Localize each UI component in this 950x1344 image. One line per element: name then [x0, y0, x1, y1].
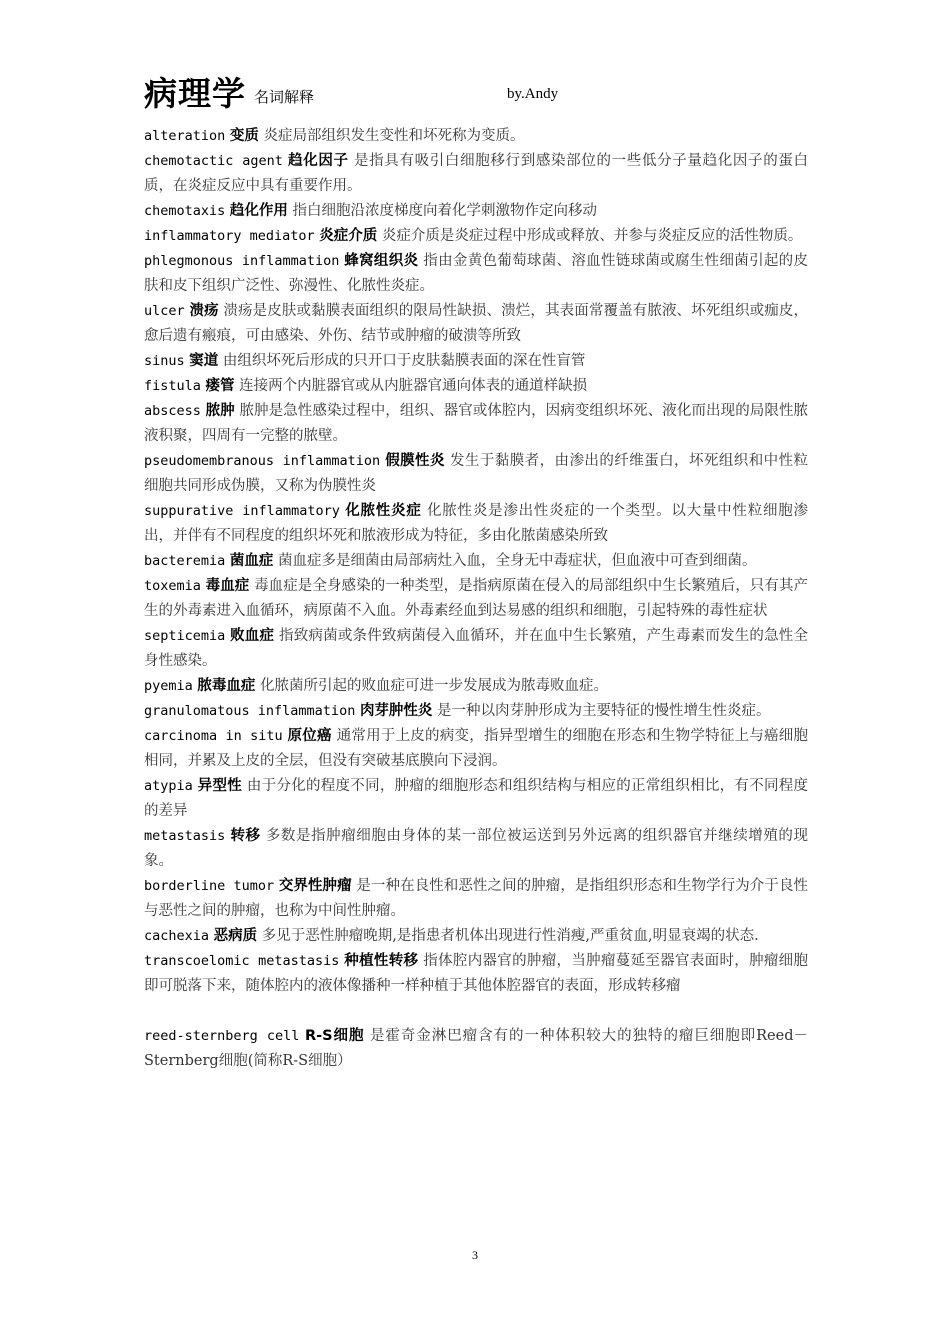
glossary-entry — [144, 299, 808, 349]
term-chinese: 转移 — [230, 828, 261, 844]
term-definition: 是一种在良性和恶性之间的肿瘤，是指组织形态和生物学行为介于良性与恶性之间的肿瘤，也称为中间性肿瘤。 — [144, 878, 809, 919]
page-header — [144, 68, 824, 112]
term-chinese: R-S细胞 — [304, 1028, 365, 1044]
term-chinese: 异型性 — [197, 778, 242, 794]
glossary-entry — [144, 499, 808, 549]
term-english: chemotaxis — [144, 203, 226, 219]
term-english: ulcer — [144, 303, 185, 319]
glossary-entry — [144, 624, 808, 674]
term-chinese: 假膜性炎 — [385, 453, 445, 469]
term-english: metastasis — [144, 828, 226, 844]
glossary-entry — [144, 724, 808, 774]
term-definition: 多数是指肿瘤细胞由身体的某一部位被运送到另外远离的组织器官并继续增殖的现象。 — [144, 828, 809, 869]
term-chinese: 瘘管 — [205, 378, 235, 394]
glossary-list — [144, 124, 808, 1074]
term-definition: 指由金黄色葡萄球菌、溶血性链球菌或腐生性细菌引起的皮肤和皮下组织广泛性、弥漫性、化脓性炎症。 — [144, 253, 808, 294]
term-chinese: 恶病质 — [213, 928, 258, 944]
term-english: cachexia — [144, 928, 210, 944]
term-chinese: 种植性转移 — [344, 953, 419, 969]
term-english: abscess — [144, 403, 201, 419]
term-definition: 炎症介质是炎症过程中形成或释放、并参与炎症反应的活性物质。 — [381, 228, 803, 244]
document-subtitle: 名词解释 — [254, 88, 315, 106]
glossary-entry — [144, 374, 808, 399]
term-english: pyemia — [144, 678, 193, 694]
term-english: bacteremia — [144, 553, 226, 569]
glossary-entry — [144, 574, 808, 624]
term-english: septicemia — [144, 628, 226, 644]
term-english: borderline tumor — [144, 878, 275, 894]
term-definition: 菌血症多是细菌由局部病灶入血，全身无中毒症状，但血液中可查到细菌。 — [278, 553, 757, 569]
term-chinese: 趋化因子 — [288, 153, 349, 169]
term-definition: 炎症局部组织发生变性和坏死称为变质。 — [263, 128, 525, 144]
term-definition: 溃疡是皮肤或黏膜表面组织的限局性缺损、溃烂，其表面常覆盖有脓液、坏死组织或痂皮，愈后遗有瘢痕，可由感染、外伤、结节或肿瘤的破溃等所致 — [144, 303, 809, 344]
document-title: 病理学 — [144, 74, 246, 113]
term-chinese: 窦道 — [189, 353, 219, 369]
glossary-entry — [144, 949, 808, 999]
term-chinese: 化脓性炎症 — [345, 503, 422, 519]
term-definition: 是一种以肉芽肿形成为主要特征的慢性增生性炎症。 — [437, 703, 771, 719]
term-chinese: 溃疡 — [189, 303, 219, 319]
term-definition: 是指具有吸引白细胞移行到感染部位的一些低分子量趋化因子的蛋白质，在炎症反应中具有重要作用。 — [144, 153, 809, 194]
term-english: carcinoma in situ — [144, 728, 283, 744]
term-chinese: 脓肿 — [205, 403, 235, 419]
term-english: alteration — [144, 128, 226, 144]
glossary-entry — [144, 824, 808, 874]
term-definition: 连接两个内脏器官或从内脏器官通向体表的通道样缺损 — [239, 378, 588, 394]
glossary-entry — [144, 199, 808, 224]
term-chinese: 败血症 — [230, 628, 275, 644]
term-definition: 毒血症是全身感染的一种类型，是指病原菌在侵入的局部组织中生长繁殖后，只有其产生的外毒素进入血循环，病原菌不入血。外毒素经血到达易感的组织和细胞，引起特殊的毒性症状 — [144, 578, 809, 619]
term-definition: 化脓性炎是渗出性炎症的一个类型。以大量中性粒细胞渗出，并伴有不同程度的组织坏死和脓液形成为特征，多由化脓菌感染所致 — [144, 503, 809, 544]
glossary-entry — [144, 549, 808, 574]
term-definition: 是霍奇金淋巴瘤含有的一种体积较大的独特的瘤巨细胞即Reed－Sternberg细胞(简称R-S细胞） — [144, 1028, 808, 1069]
term-definition: 化脓菌所引起的败血症可进一步发展成为脓毒败血症。 — [260, 678, 608, 694]
glossary-entry — [144, 674, 808, 699]
term-definition: 发生于黏膜者，由渗出的纤维蛋白，坏死组织和中性粒细胞共同形成伪膜，又称为伪膜性炎 — [144, 453, 809, 494]
term-english: sinus — [144, 353, 185, 369]
term-english: phlegmonous inflammation — [144, 253, 340, 269]
term-english: chemotactic agent — [144, 153, 283, 169]
term-chinese: 脓毒血症 — [197, 678, 256, 694]
page-number: 3 — [472, 1248, 478, 1262]
term-definition: 多见于恶性肿瘤晚期,是指患者机体出现进行性消瘦,严重贫血,明显衰竭的状态. — [261, 928, 759, 944]
term-definition: 通常用于上皮的病变，指异型增生的细胞在形态和生物学特征上与癌细胞相同，并累及上皮的全层，但没有突破基底膜向下浸润。 — [144, 728, 809, 769]
glossary-entry — [144, 224, 808, 249]
glossary-entry — [144, 1024, 808, 1074]
term-english: granulomatous inflammation — [144, 703, 356, 719]
term-chinese: 蜂窝组织炎 — [344, 253, 419, 269]
term-english: toxemia — [144, 578, 201, 594]
document-author: by.Andy — [507, 86, 559, 102]
glossary-entry — [144, 349, 808, 374]
term-chinese: 炎症介质 — [319, 228, 378, 244]
term-english: atypia — [144, 778, 193, 794]
glossary-entry — [144, 149, 808, 199]
term-definition: 指体腔内器官的肿瘤，当肿瘤蔓延至器官表面时，肿瘤细胞即可脱落下来，随体腔内的液体像播种一样种植于其他体腔器官的表面，形成转移瘤 — [144, 953, 808, 994]
term-definition: 脓肿是急性感染过程中，组织、器官或体腔内，因病变组织坏死、液化而出现的局限性脓液积聚，四周有一完整的脓壁。 — [144, 403, 809, 444]
glossary-entry — [144, 124, 808, 149]
term-definition: 由于分化的程度不同，肿瘤的细胞形态和组织结构与相应的正常组织相比，有不同程度的差异 — [144, 778, 809, 819]
glossary-entry — [144, 699, 808, 724]
term-chinese: 变质 — [229, 128, 259, 144]
glossary-entry — [144, 924, 808, 949]
term-chinese: 原位癌 — [287, 728, 332, 744]
term-chinese: 趋化作用 — [229, 203, 288, 219]
glossary-entry — [144, 399, 808, 449]
glossary-entry — [144, 774, 808, 824]
term-english: suppurative inflammatory — [144, 503, 340, 519]
term-chinese: 菌血症 — [229, 553, 274, 569]
term-english: inflammatory mediator — [144, 228, 315, 244]
term-chinese: 毒血症 — [205, 578, 250, 594]
term-english: pseudomembranous inflammation — [144, 453, 381, 469]
term-definition: 指致病菌或条件致病菌侵入血循环，并在血中生长繁殖，产生毒素而发生的急性全身性感染。 — [144, 628, 809, 669]
glossary-entry — [144, 874, 808, 924]
term-english: fistula — [144, 378, 201, 394]
term-english: transcoelomic metastasis — [144, 953, 340, 969]
term-definition: 指白细胞沿浓度梯度向着化学刺激物作定向移动 — [292, 203, 597, 219]
glossary-entry — [144, 449, 808, 499]
glossary-entry — [144, 249, 808, 299]
term-definition: 由组织坏死后形成的只开口于皮肤黏膜表面的深在性盲管 — [222, 353, 586, 369]
term-chinese: 肉芽肿性炎 — [359, 703, 433, 719]
term-chinese: 交界性肿瘤 — [278, 878, 352, 894]
term-english: reed-sternberg cell — [144, 1028, 300, 1044]
